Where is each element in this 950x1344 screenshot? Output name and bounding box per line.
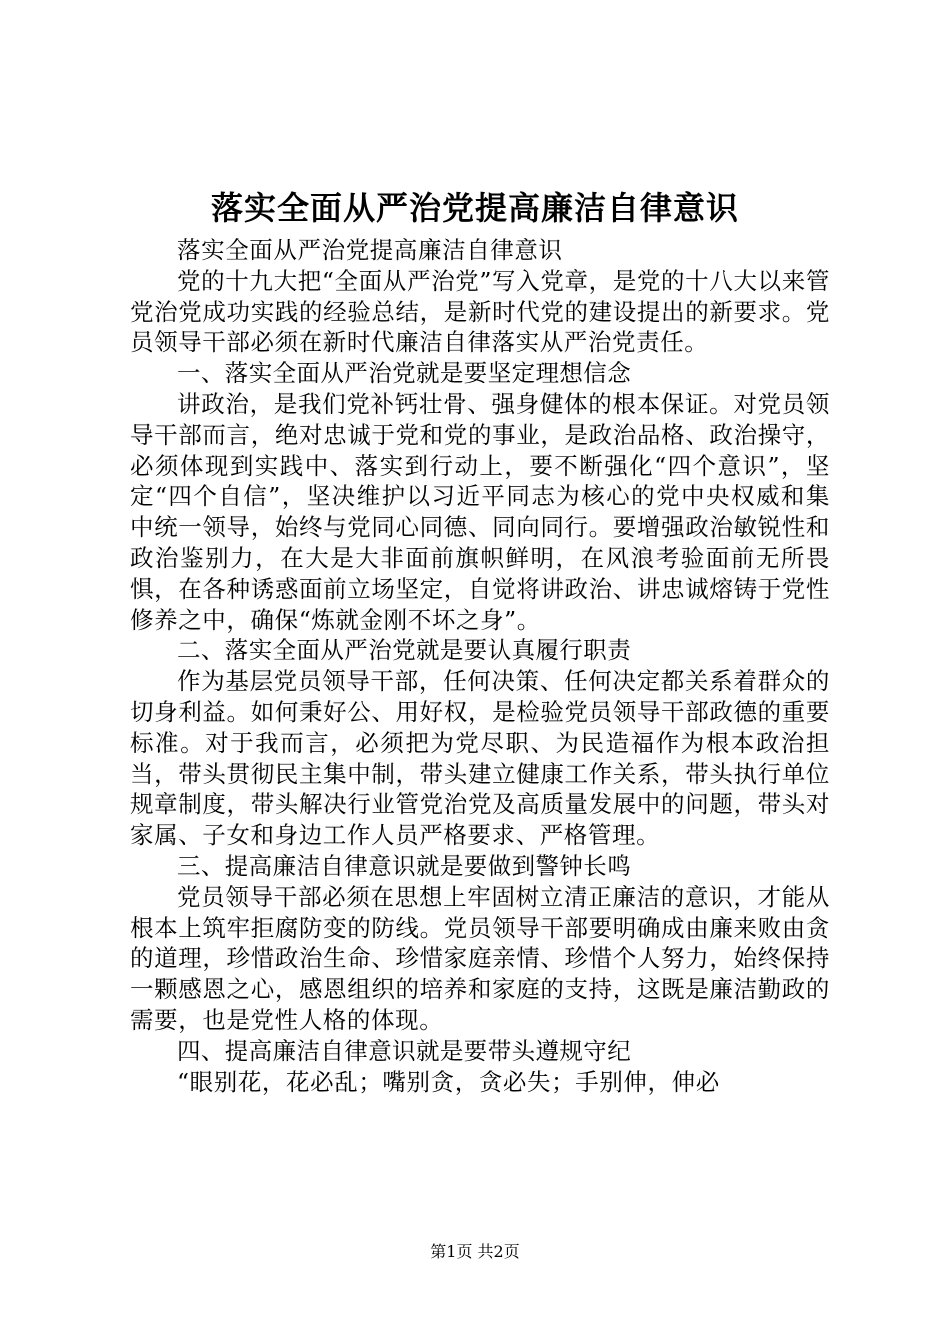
paragraph: 党员领导干部必须在思想上牢固树立清正廉洁的意识，才能从根本上筑牢拒腐防变的防线。党员领导干部要明确成由廉来败由贪的道理，珍惜政治生命、珍惜家庭亲情、珍惜个人努力，始终保持一颗感恩之心，感恩组织的培养和家庭的支持，这既是廉洁勤政的需要，也是党性人格的体现。 [130,882,830,1034]
section-heading: 二、落实全面从严治党就是要认真履行职责 [177,636,632,665]
document-title: 落实全面从严治党提高廉洁自律意识 [210,189,739,227]
paragraph: 党的十九大把“全面从严治党”写入党章，是党的十八大以来管党治党成功实践的经验总结，是新时代党的建设提出的新要求。党员领导干部必须在新时代廉洁自律落实从严治党责任。 [130,266,830,357]
paragraph: “眼别花，花必乱；嘴别贪，贪必失；手别伸，伸必 [177,1067,720,1096]
paragraph: 讲政治，是我们党补钙壮骨、强身健体的根本保证。对党员领导干部而言，绝对忠诚于党和党的事业，是政治品格、政治操守，必须体现到实践中、落实到行动上，要不断强化“四个意识”，坚定“四个自信”，坚决维护以习近平同志为核心的党中央权威和集中统一领导，始终与党同心同德、同向同行。要增强政治敏锐性和政治鉴别力，在大是大非面前旗帜鲜明，在风浪考验面前无所畏惧，在各种诱惑面前立场坚定，自觉将讲政治、讲忠诚熔铸于党性修养之中，确保“炼就金刚不坏之身”。 [130,389,830,634]
document-subtitle: 落实全面从严治党提高廉洁自律意识 [177,236,563,264]
page-footer: 第1页 共2页 [430,1242,520,1261]
document-body [130,235,830,1097]
section-heading: 一、落实全面从严治党就是要坚定理想信念 [177,359,632,388]
paragraph: 作为基层党员领导干部，任何决策、任何决定都关系着群众的切身利益。如何秉好公、用好权，是检验党员领导干部政德的重要标准。对于我而言，必须把为党尽职、为民造福作为根本政治担当，带头贯彻民主集中制，带头建立健康工作关系，带头执行单位规章制度，带头解决行业管党治党及高质量发展中的问题，带头对家属、子女和身边工作人员严格要求、严格管理。 [130,667,830,850]
section-heading: 四、提高廉洁自律意识就是要带头遵规守纪 [177,1036,632,1065]
section-heading: 三、提高廉洁自律意识就是要做到警钟长鸣 [177,851,632,880]
